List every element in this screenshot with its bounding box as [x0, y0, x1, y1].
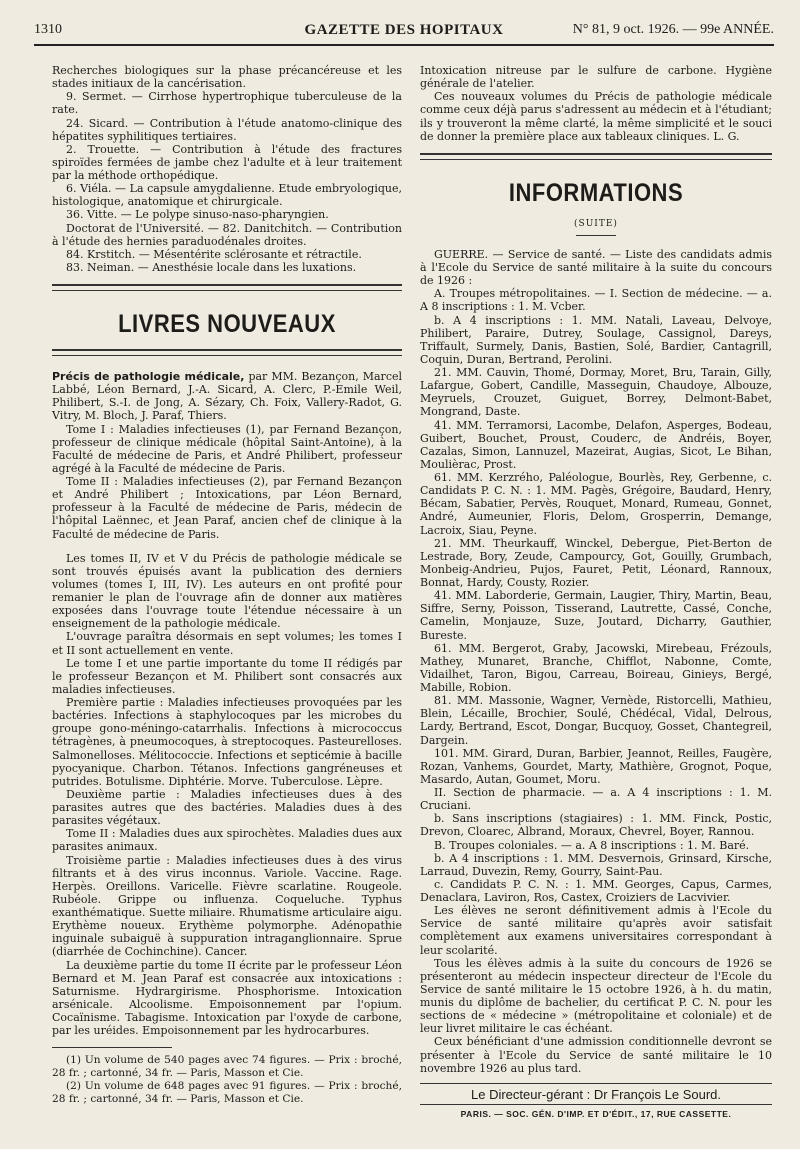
footnote: (1) Un volume de 540 pages avec 74 figures. — Prix : broché, 28 fr. ; cartonné, 34 fr. — Paris, Masson et Cie. — [52, 1054, 402, 1080]
review-paragraph: L'ouvrage paraîtra désormais en sept volumes; les tomes I et II sont actuellement en vente. — [52, 630, 402, 657]
short-rule — [576, 235, 616, 236]
info-paragraph: A. Troupes métropolitaines. — I. Section de médecine. — a. A 8 inscriptions : 1. M. Vcber. — [420, 287, 772, 314]
book-heading — [52, 370, 402, 423]
info-paragraph: 21. MM. Cauvin, Thomé, Dormay, Moret, Bru, Tarain, Gilly, Lafargue, Gobert, Candille, Masseguin, Chaudoye, Albouze, Meyruels, Crouzet, Guiguet, Borrey, Delmont-Babet, Mongrand, Daste. — [420, 366, 772, 419]
info-paragraph: 101. MM. Girard, Duran, Barbier, Jeannot, Reilles, Faugère, Rozan, Vanhems, Gourdet, Marty, Mathière, Grognot, Poque, Masardo, Autan, Goumet, Moru. — [420, 746, 772, 786]
director-line: Le Directeur-gérant : Dr François Le Sourd. — [471, 1086, 721, 1102]
book-title: Précis de pathologie médicale, — [52, 370, 245, 383]
footer-rule — [420, 1083, 772, 1084]
info-paragraph: 81. MM. Massonie, Wagner, Vernède, Ristorcelli, Mathieu, Blein, Lécaille, Brochier, Soulé, Chédécal, Vidal, Delrous, Lardy, Bertrand, Escot, Dongar, Bucquoy, Gosset, Chantegreil, Dargein. — [420, 694, 772, 747]
thesis-entry: 9. Sermet. — Cirrhose hypertrophique tuberculeuse de la rate. — [52, 90, 402, 117]
tome-2: Tome II : Maladies infectieuses (2), par Fernand Bezançon et André Philibert ; Intoxications, par Léon Bernard, professeur à la Faculté de médecine de Paris, médecin de l'hôpital Laënnec, et Jean Paraf, ancien chef de clinique à la Faculté de médecine de Paris. — [52, 475, 402, 541]
book-authors: par MM. Bezançon, Marcel Labbé, Léon Bernard, J.-A. Sicard, A. Clerc, P.-Emile Weil, Philibert, S.-I. de Jong, A. Sézary, Ch. Foix, Vallery-Radot, G. Vitry, M. Bloch, J. Paraf, Thiers. — [52, 370, 403, 423]
footer-rule — [420, 1104, 772, 1105]
left-column — [52, 64, 402, 1106]
thesis-entry: 84. Krstitch. — Mésentérite sclérosante et rétractile. — [66, 247, 362, 261]
footnote: (2) Un volume de 648 pages avec 91 figures. — Prix : broché, 28 fr. ; cartonné, 34 fr. — Paris, Masson et Cie. — [52, 1080, 402, 1106]
thesis-entry: Doctorat de l'Université. — 82. Danitchitch. — Contribution à l'étude des hernies paraduodénales droites. — [52, 221, 402, 248]
info-paragraph: 61. MM. Bergerot, Graby, Jacowski, Mirebeau, Frézouls, Mathey, Munaret, Branche, Chifflot, Nabonne, Comte, Vidailhet, Taron, Bigou, Carreau, Boireau, Ginieys, Bergé, Mabille, Robion. — [420, 641, 772, 694]
review-paragraph: Ces nouveaux volumes du Précis de pathologie médicale comme ceux déjà parus s'adressent au médecin et à l'étudiant; ils y trouveront la même clarté, la même simplicité et le souci de donner la première place aux tableaux cliniques. L. G. — [420, 90, 772, 143]
tome-1: Tome I : Maladies infectieuses (1), par Fernand Bezançon, professeur de clinique médicale (hôpital Saint-Antoine), à la Faculté de médecine de Paris, et André Philibert, professeur agrégé à la Faculté de médecine de Paris. — [52, 422, 402, 475]
page-number: 1310 — [34, 22, 62, 37]
info-paragraph: 61. MM. Kerzrého, Paléologue, Bourlès, Rey, Gerbenne, c. Candidats P. C. N. : 1. MM. Pagès, Grégoire, Baudard, Henry, Bécam, Sabatier, Pervès, Rouquet, Monard, Rumeau, Gonnet, André, Aumeunier, Floris, Delom, Grosperrin, Demange, Lacroix, Siau, Peyne. — [420, 471, 772, 537]
right-column — [420, 64, 772, 1121]
section-title-livres: LIVRES NOUVEAUX — [118, 309, 336, 338]
info-paragraph: 41. MM. Terramorsi, Lacombe, Delafon, Asperges, Bodeau, Guibert, Bouchet, Proust, Couderc, de Andréis, Boyer, Cazalas, Simon, Lannuzel, Mazeirat, Augias, Sicot, Le Bihan, Moulièrac, Prost. — [420, 418, 772, 471]
info-paragraph: b. Sans inscriptions (stagiaires) : 1. MM. Finck, Postic, Drevon, Cloarec, Albrand, Moraux, Chevrel, Boyer, Rannou. — [420, 812, 772, 839]
section-rule — [52, 284, 402, 291]
thesis-entry: 24. Sicard. — Contribution à l'étude anatomo-clinique des hépatites syphilitiques tertiaires. — [52, 116, 402, 143]
review-paragraph: Troisième partie : Maladies infectieuses dues à des virus filtrants et à des virus inconnus. Variole. Vaccine. Rage. Herpès. Oreillons. Varicelle. Fièvre scarlatine. Rougeole. Rubéole. Grippe ou influenza. Coqueluche. Typhus exanthématique. Suette miliaire. Rhumatisme articulaire aigu. Erythème noueux. Erythème polymorphe. Adénopathie inguinale subaiguë à suppuration intraganglionnaire. Sprue (diarrhée de Cochinchine). Cancer. — [52, 853, 402, 959]
info-paragraph: B. Troupes coloniales. — a. A 8 inscriptions : 1. M. Baré. — [434, 838, 750, 852]
info-paragraph: b. A 4 inscriptions : 1. MM. Desvernois, Grinsard, Kirsche, Larraud, Duvezin, Remy, Gourry, Saint-Pau. — [420, 851, 772, 878]
info-paragraph: 41. MM. Laborderie, Germain, Laugier, Thiry, Martin, Beau, Siffre, Serny, Poisson, Tisserand, Lautrette, Cassé, Conche, Camelin, Monjauze, Suze, Joutard, Dicharry, Gauthier, Bureste. — [420, 589, 772, 642]
info-paragraph: b. A 4 inscriptions : 1. MM. Natali, Laveau, Delvoye, Philibert, Paraire, Dutrey, Soulage, Cassignol, Dareys, Triffault, Surmely, Danis, Bastien, Solé, Bardier, Cantagrill, Coquin, Duran, Bertrand, Perolini. — [420, 313, 772, 366]
thesis-entry: Recherches biologiques sur la phase précancéreuse et les stades initiaux de la cancérisation. — [52, 64, 402, 91]
info-paragraph: GUERRE. — Service de santé. — Liste des candidats admis à l'Ecole du Service de santé militaire à la suite du concours de 1926 : — [420, 247, 772, 288]
info-paragraph: c. Candidats P. C. N. : 1. MM. Georges, Capus, Carmes, Denaclara, Laviron, Ros, Castex, Croiziers de Lacvivier. — [420, 877, 772, 904]
review-paragraph: La deuxième partie du tome II écrite par le professeur Léon Bernard et M. Jean Paraf est consacrée aux intoxications : Saturnisme. Hydrargirisme. Phosphorisme. Intoxication arsénicale. Alcoolisme. Empoisonnement par l'opium. Cocaïnisme. Tabagisme. Intoxication par l'oxyde de carbone, par les uréides. Empoisonnement par les hydrocarbures. — [52, 958, 402, 1038]
section-rule — [420, 153, 772, 160]
info-paragraph: II. Section de pharmacie. — a. A 4 inscriptions : 1. M. Cruciani. — [420, 786, 772, 813]
issue-info: N° 81, 9 oct. 1926. — 99e ANNÉE. — [572, 22, 774, 37]
review-paragraph: Les tomes II, IV et V du Précis de pathologie médicale se sont trouvés épuisés avant la publication des derniers volumes (tomes I, III, IV). Les auteurs en ont profité pour remanier le plan de l'ouvrage afin de donner aux matières exposées dans l'ouvrage toute l'étendue nécessaire à un enseignement de la pathologie médicale. — [52, 551, 402, 631]
review-paragraph: Deuxième partie : Maladies infectieuses dues à des parasites autres que des bactéries. Maladies dues à des parasites végétaux. — [52, 787, 402, 828]
review-paragraph: Le tome I et une partie importante du tome II rédigés par le professeur Bezançon et M. Philibert sont consacrés aux maladies infectieuses. — [52, 656, 402, 696]
review-paragraph: Tome II : Maladies dues aux spirochètes. Maladies dues aux parasites animaux. — [52, 827, 402, 854]
journal-title: GAZETTE DES HOPITAUX — [304, 22, 504, 38]
section-subtitle: (SUITE) — [574, 218, 618, 229]
review-paragraph: Intoxication nitreuse par le sulfure de carbone. Hygiène générale de l'atelier. — [420, 64, 772, 91]
imprint-line: PARIS. — SOC. GÉN. D'IMP. ET D'ÉDIT., 17, RUE CASSETTE. — [460, 1108, 732, 1119]
section-title-informations: INFORMATIONS — [508, 177, 684, 207]
thesis-entry: 36. Vitte. — Le polype sinuso-naso-pharyngien. — [66, 208, 329, 222]
header-rule — [34, 44, 774, 46]
info-paragraph: 21. MM. Theurkauff, Winckel, Debergue, Piet-Berton de Lestrade, Bory, Zeude, Campourcy, Got, Gouilly, Grumbach, Monbeig-Andrieu, Pujos, Fauret, Petit, Léonard, Rannoux, Bonnat, Hardy, Cousty, Rozier. — [420, 536, 772, 589]
info-paragraph: Ceux bénéficiant d'une admission conditionnelle devront se présenter à l'Ecole du Service de santé militaire le 10 novembre 1926 au plus tard. — [420, 1035, 772, 1075]
info-paragraph: Les élèves ne seront définitivement admis à l'Ecole du Service de santé militaire qu'après avoir satisfait complètement aux examens universitaires correspondant à leur scolarité. — [420, 904, 772, 957]
thesis-entry: 83. Neiman. — Anesthésie locale dans les luxations. — [66, 260, 357, 274]
info-paragraph: Tous les élèves admis à la suite du concours de 1926 se présenteront au médecin inspecteur directeur de l'Ecole du Service de santé militaire le 15 octobre 1926, à h. du matin, munis du diplôme de bachelier, du certificat P. C. N. pour les sections de « médecine » (métropolitaine et coloniale) et de leur livret militaire le cas échéant. — [420, 956, 772, 1036]
thesis-entry: 2. Trouette. — Contribution à l'étude des fractures spiroïdes fermées de jambe chez l'adulte et à leur traitement par la méthode orthopédique. — [52, 142, 402, 182]
thesis-entry: 6. Viéla. — La capsule amygdalienne. Etude embryologique, histologique, anatomique et chirurgicale. — [52, 182, 402, 209]
footnote-rule — [52, 1047, 172, 1048]
review-paragraph: Première partie : Maladies infectieuses provoquées par les bactéries. Infections à staphylocoques par les microbes du groupe gono-méningo-catarrhalis. Infections à micrococcus tétragènes, à pneumocoques, à streptocoques. Pasteurelloses. Salmonelloses. Mélitococcie. Infections et septicémie à bacille pyocyanique. Charbon. Tétanos. Infections gangréneuses et putrides. Botulisme. Diphtérie. Morve. Tuberculose. Lèpre. — [52, 696, 402, 788]
section-rule — [52, 349, 402, 356]
